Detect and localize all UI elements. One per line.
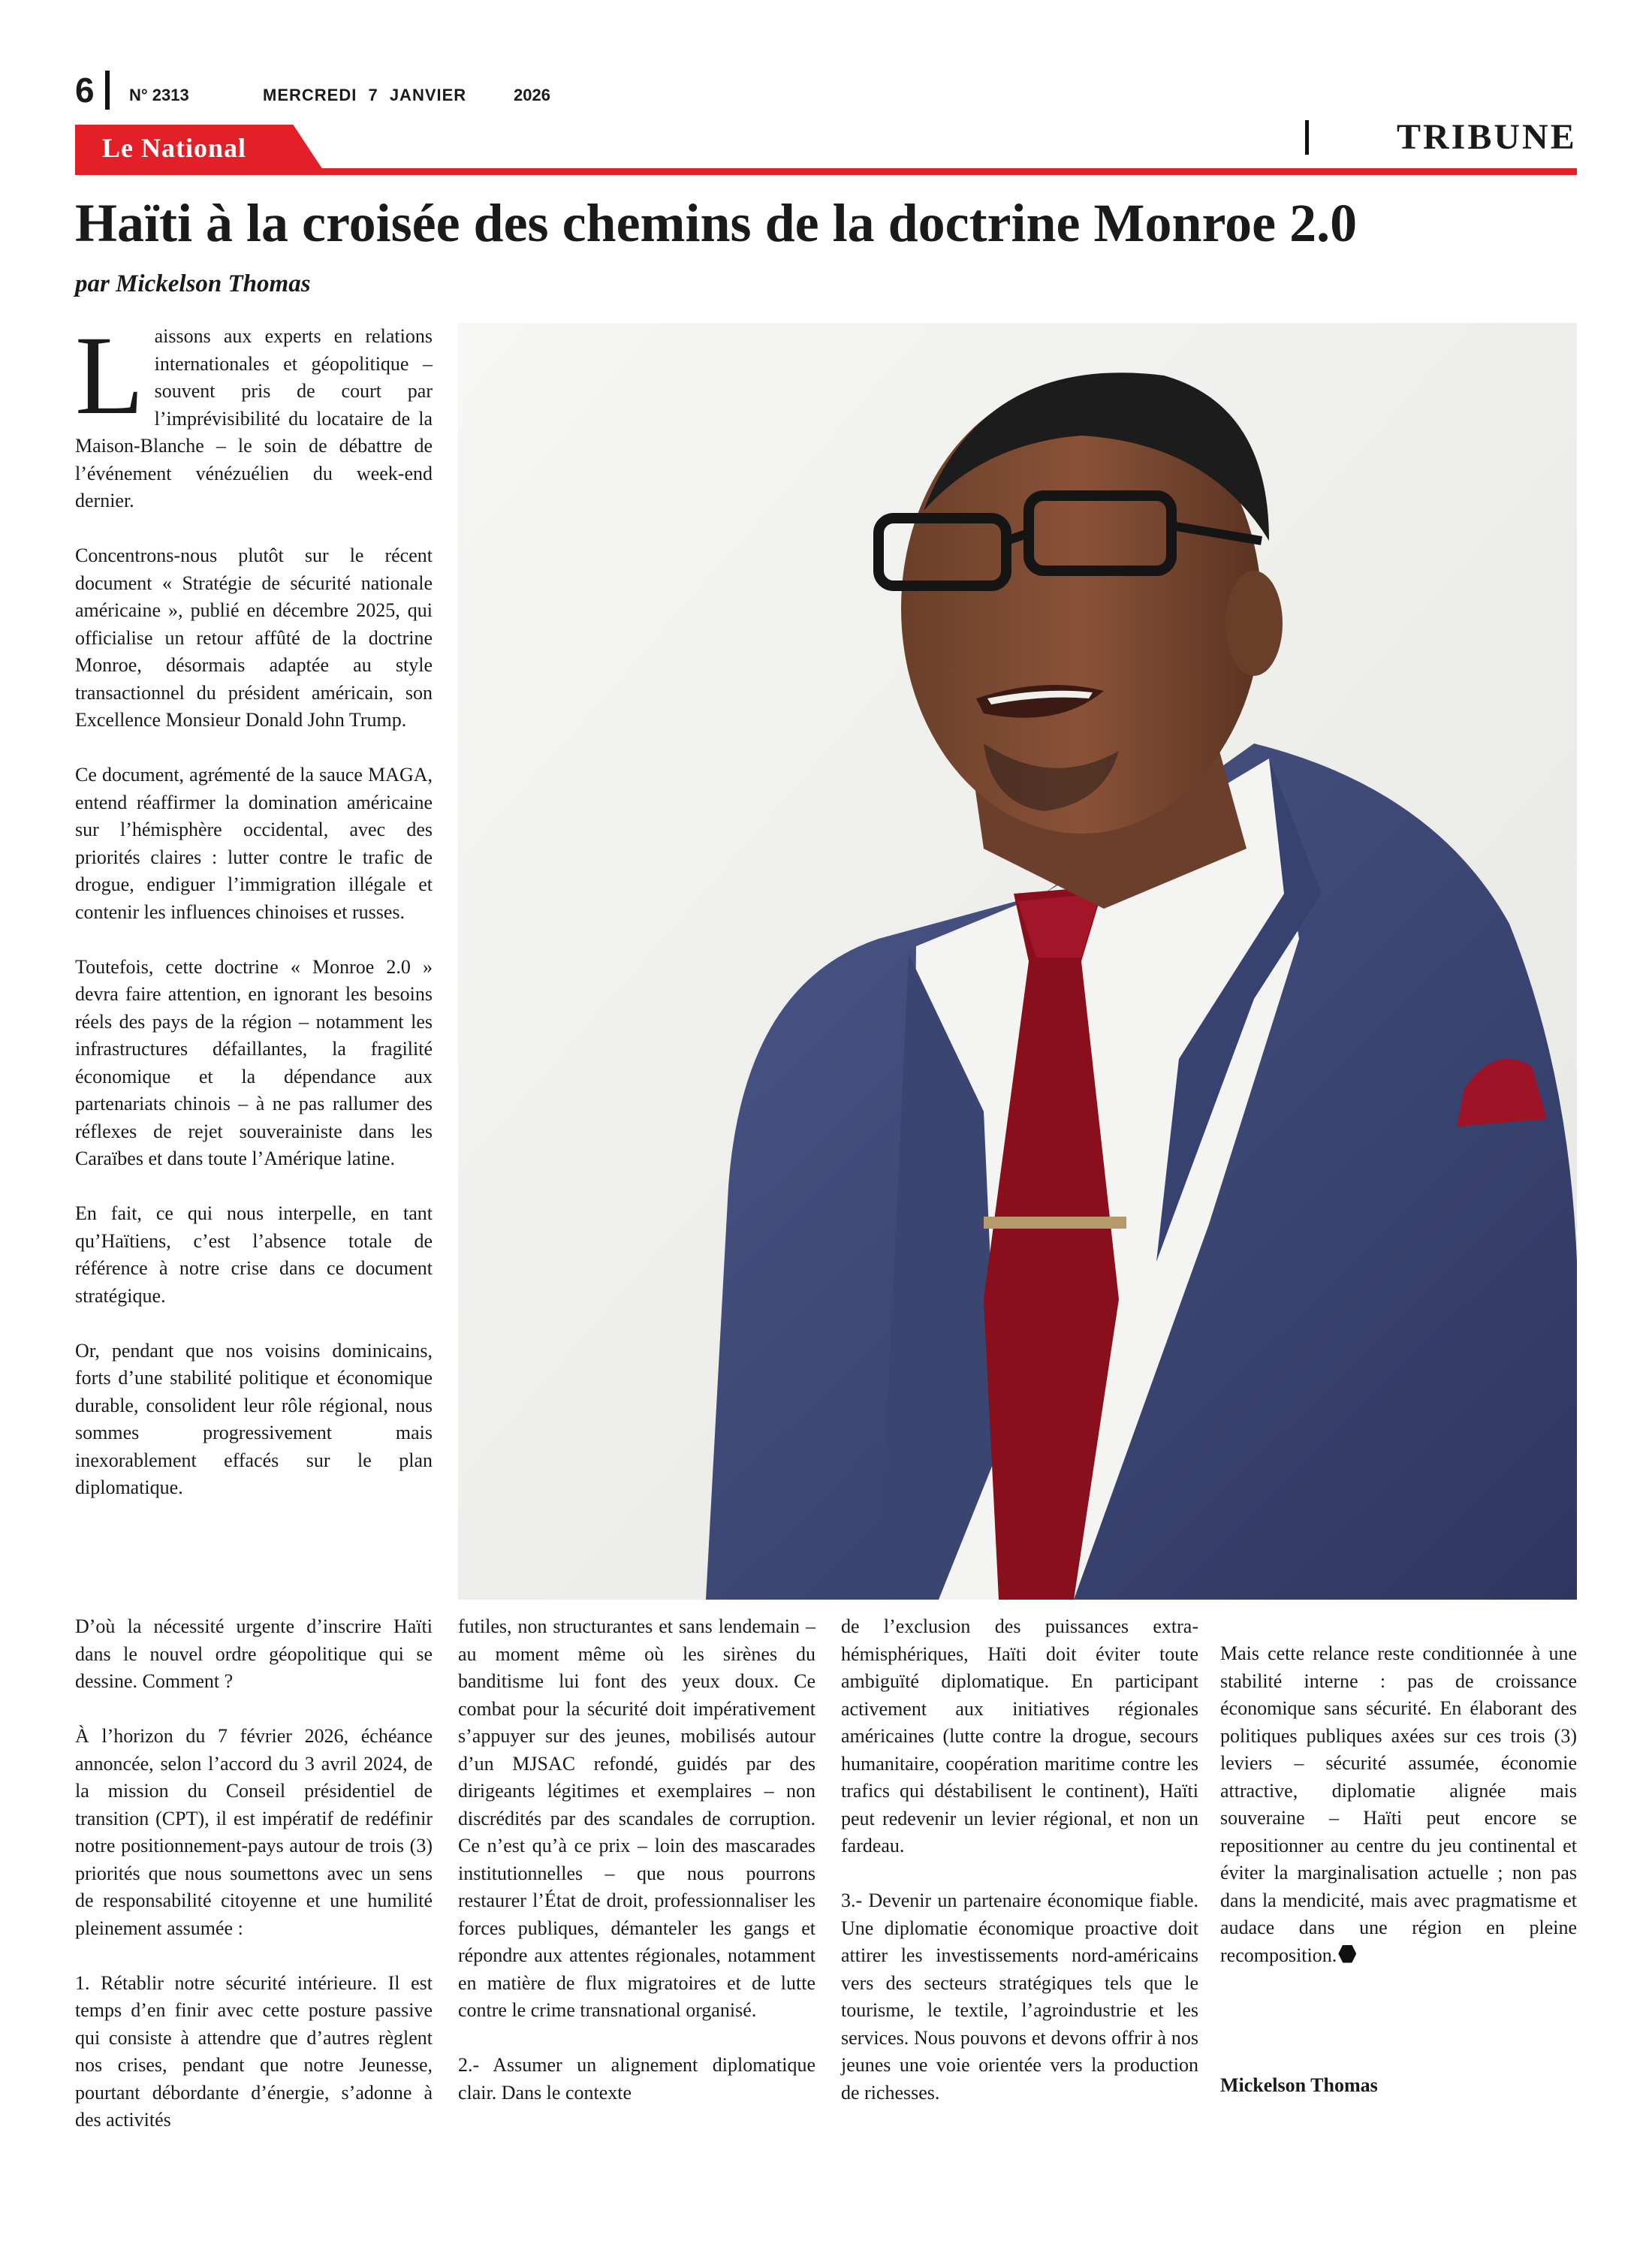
paragraph-8: À l’horizon du 7 février 2026, échéance annoncée, selon l’accord du 3 avril 2024, de la mission du Conseil présidentiel de transition (CPT), il est impératif de redéfinir notre positionnement-pays autour de trois (3) priorités que nous soumettons avec un sens de responsabilité citoyenne et une humilité pleinement assumée : [75, 1725, 433, 1939]
headline: Haïti à la croisée des chemins de la doctrine Monroe 2.0 [75, 193, 1358, 253]
paragraph-11: 2.- Assumer un alignement diplomatique clair. Dans le contexte [458, 2054, 815, 2104]
article-column-1-lower [75, 1613, 433, 2134]
paragraph-1 [75, 313, 433, 515]
section-label: TRIBUNE [1397, 117, 1577, 157]
author-portrait-illustration [458, 323, 1577, 1600]
paragraph-14 [1220, 1640, 1577, 1969]
article-column-2 [458, 1613, 815, 2107]
end-of-article-icon [1338, 1945, 1356, 1963]
article-column-3 [841, 1613, 1198, 2107]
issue-number: N° 2313 [129, 86, 189, 104]
page-number: 6 [75, 71, 95, 110]
paragraph-14-text: Mais cette relance reste conditionnée à une stabilité interne : pas de croissance économique sans sécurité. En élaborant des politiques publiques axées sur ces trois (3) leviers – sécurité assumée, économie attractive, diplomatie alignée mais souveraine – Haïti peut encore se repositionner au centre du jeu continental et éviter la marginalisation actuelle ; non pas dans la mendicité, mais avec pragmatisme et audace dans une région en pleine recomposition. [1220, 1642, 1577, 1966]
paragraph-1-text: aissons aux experts en relations internationales et géopolitique – souvent pris de court par l’imprévisibilité du locataire de la Maison-Blanche – le soin de débattre de l’événement vénézuélien du week-end dernier. [75, 325, 433, 511]
header-rule [75, 168, 1577, 175]
paragraph-2: Concentrons-nous plutôt sur le récent document « Stratégie de sécurité nationale américaine », publié en décembre 2025, qui officialise un retour affûté de la doctrine Monroe, désormais adaptée au style transactionnel du président américain, son Excellence Monsieur Donald John Trump. [75, 544, 433, 731]
dateline [263, 86, 466, 105]
author-photo [458, 323, 1577, 1600]
paragraph-3: Ce document, agrémenté de la sauce MAGA, entend réaffirmer la domination américaine sur l’hémisphère occidental, avec des priorités claires : lutter contre le trafic de drogue, endiguer l’immigration illégale et contenir les influences chinoises et russes. [75, 764, 433, 923]
paragraph-6: Or, pendant que nos voisins dominicains, forts d’une stabilité politique et économique durable, consolident leur rôle régional, nous sommes progressivement mais inexorablement effacés sur le plan diplomatique. [75, 1339, 433, 1498]
page-number-divider [105, 71, 110, 110]
article-column-1 [75, 313, 433, 1502]
paragraph-9: 1. Rétablir notre sécurité intérieure. Il est temps d’en finir avec cette posture passive qui consiste à attendre que d’autres règlent nos crises, pendant que notre Jeunesse, pourtant débordante d’énergie, s’adonne à des activités [75, 1971, 433, 2131]
paragraph-4: Toutefois, cette doctrine « Monroe 2.0 » devra faire attention, en ignorant les besoins réels des pays de la région – notamment les infrastructures défaillantes, la fragilité économique et la dépendance aux partenariats chinois – à ne pas rallumer des réflexes de rejet souverainiste dans les Caraïbes et dans toute l’Amérique latine. [75, 955, 433, 1169]
paragraph-12: de l’exclusion des puissances extra-hémisphériques, Haïti doit éviter toute ambiguïté diplomatique. En participant activement aux initiatives régionales américaines (lutte contre la drogue, secours humanitaire, coopération maritime contre les trafics qui déstabilisent le continent), Haïti peut redevenir un levier régional, et non un fardeau. [841, 1615, 1198, 1856]
section-divider [1305, 120, 1309, 155]
author-signature: Mickelson Thomas [1220, 2074, 1378, 2096]
date-day-month: 7 JANVIER [368, 86, 467, 104]
paragraph-10: futiles, non structurantes et sans lendemain – au moment même où les sirènes du banditisme lui font des yeux doux. Ce combat pour la sécurité doit impérativement s’appuyer sur des jeunes, mobilisés autour d’un MJSAC refondé, guidés par des dirigeants légitimes et exemplaires – non discrédités par des scandales de corruption. Ce n’est qu’à ce prix – loin des mascarades institutionnelles – que nous pourrons restaurer l’État de droit, professionnaliser les forces publiques, démanteler les gangs et répondre aux attentes régionales, notamment en matière de flux migratoires et de lutte contre le crime transnational organisé. [458, 1615, 815, 2021]
paragraph-13: 3.- Devenir un partenaire économique fiable. Une diplomatie économique proactive doit attirer les investissements nord-américains vers des secteurs stratégiques tels que le tourisme, le textile, l’agroindustrie et les services. Nous pouvons et devons offrir à nos jeunes une voie orientée vers la production de richesses. [841, 1890, 1198, 2104]
date-day: MERCREDI [263, 86, 357, 104]
article-column-4 [1220, 1640, 1577, 1969]
paragraph-5: En fait, ce qui nous interpelle, en tant qu’Haïtiens, c’est l’absence totale de référence à notre crise dans ce document stratégique. [75, 1202, 433, 1307]
byline: par Mickelson Thomas [75, 270, 311, 297]
paragraph-7: D’où la nécessité urgente d’inscrire Haïti dans le nouvel ordre géopolitique qui se dessine. Comment ? [75, 1615, 433, 1692]
drop-cap: L [75, 313, 144, 438]
brand-logo: Le National [102, 133, 247, 163]
date-year: 2026 [514, 86, 550, 104]
